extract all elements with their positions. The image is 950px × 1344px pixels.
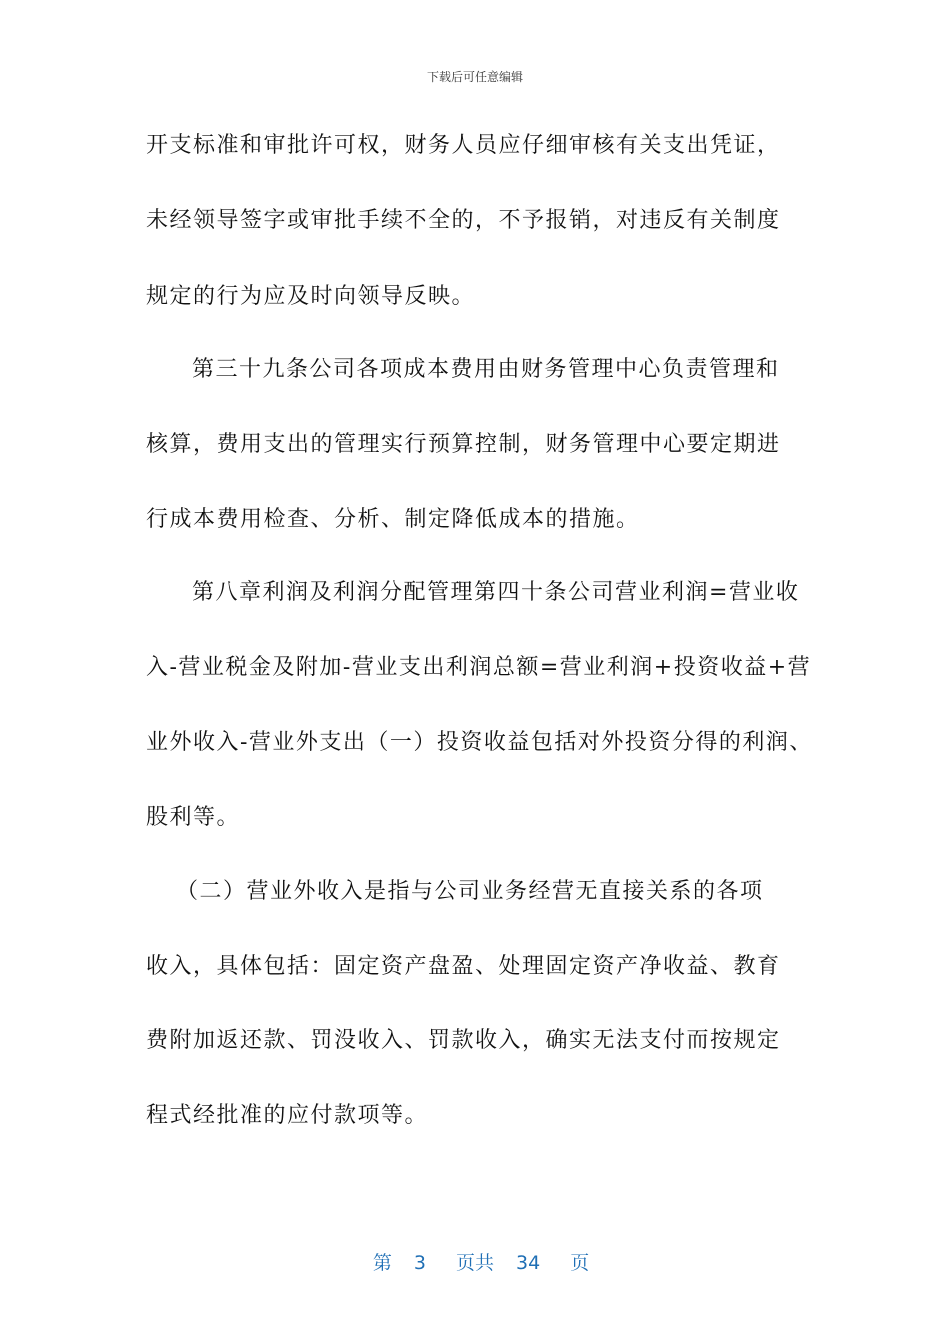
footer-total-pages: 34 — [516, 1252, 541, 1274]
body-line-8: 入-营业税金及附加-营业支出利润总额=营业利润+投资收益+营 — [146, 655, 812, 680]
body-line-7: 第八章利润及利润分配管理第四十条公司营业利润=营业收 — [192, 580, 800, 605]
body-line-14: 程式经批准的应付款项等。 — [146, 1103, 429, 1128]
body-line-11: （二）营业外收入是指与公司业务经营无直接关系的各项 — [176, 879, 764, 904]
body-line-4: 第三十九条公司各项成本费用由财务管理中心负责管理和 — [192, 357, 780, 382]
footer-prefix: 第 — [372, 1252, 392, 1274]
footer-page-number: 3 — [413, 1252, 426, 1274]
body-line-13: 费附加返还款、罚没收入、罚款收入，确实无法支付而按规定 — [146, 1028, 781, 1053]
footer-suffix: 页 — [570, 1252, 590, 1274]
footer-middle: 页共 — [455, 1252, 494, 1274]
body-line-10: 股利等。 — [146, 805, 241, 830]
body-line-5: 核算，费用支出的管理实行预算控制，财务管理中心要定期进 — [146, 432, 781, 457]
body-line-3: 规定的行为应及时向领导反映。 — [146, 284, 476, 309]
page-footer — [0, 1226, 950, 1275]
body-line-9: 业外收入-营业外支出（一）投资收益包括对外投资分得的利润、 — [146, 730, 813, 755]
body-line-2: 未经领导签字或审批手续不全的，不予报销，对违反有关制度 — [146, 208, 781, 233]
body-line-12: 收入，具体包括：固定资产盘盈、处理固定资产净收益、教育 — [146, 954, 781, 979]
body-line-6: 行成本费用检查、分析、制定降低成本的措施。 — [146, 507, 640, 532]
header-note: 下载后可任意编辑 — [426, 70, 523, 84]
body-line-1: 开支标准和审批许可权，财务人员应仔细审核有关支出凭证， — [146, 133, 781, 158]
